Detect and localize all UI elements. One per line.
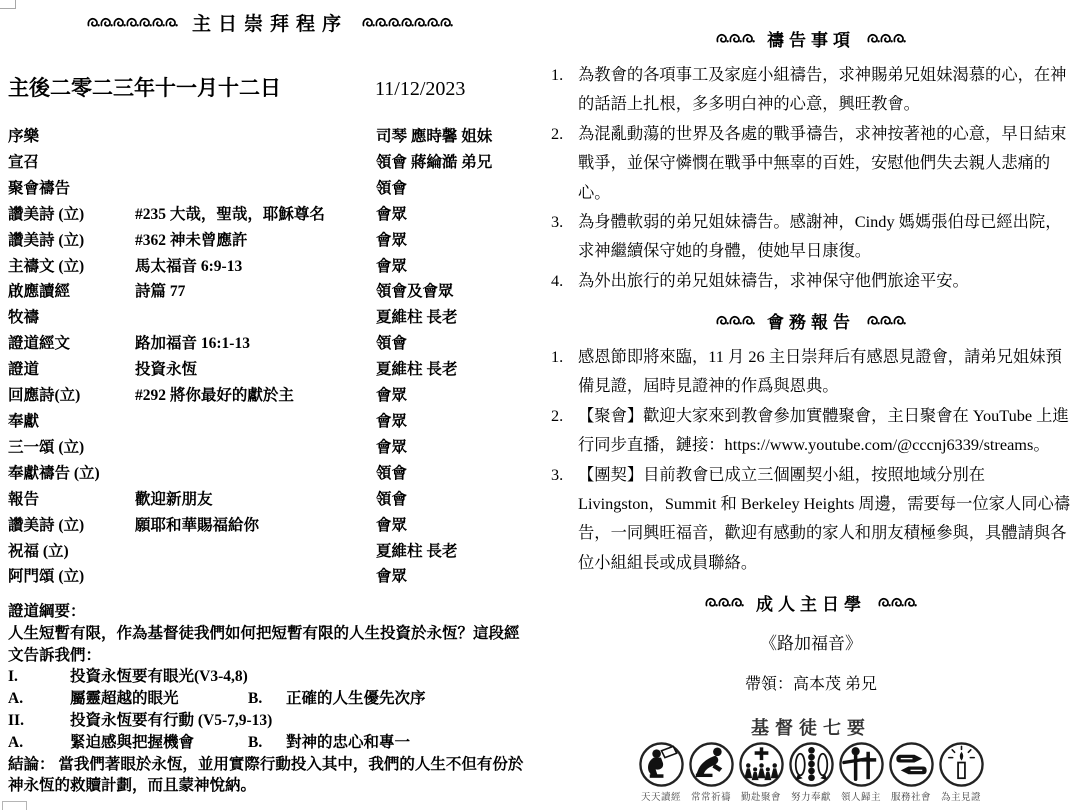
- sermon-outline: [8, 601, 524, 797]
- worship-order-page: [0, 0, 540, 810]
- order-row: [8, 357, 536, 383]
- announcements-list: [551, 342, 1075, 577]
- point-label: A.: [8, 690, 24, 708]
- order-detail: 詩篇 77: [135, 283, 186, 301]
- swirl-ornament-icon: [705, 596, 744, 609]
- logo-item: [838, 741, 885, 803]
- order-detail: 投資永恆: [135, 361, 198, 379]
- order-detail: [135, 409, 376, 435]
- order-who: 會眾: [376, 412, 408, 430]
- outline-point: [8, 666, 524, 688]
- loaves-and-fishes-icon: [788, 741, 835, 788]
- point-text: 投資永恆要有行動 (V5-7,9-13): [70, 711, 273, 729]
- item-number: 3.: [551, 212, 564, 232]
- logo-item: [888, 741, 935, 803]
- order-row: [8, 409, 536, 435]
- kneeling-prayer-icon: [688, 741, 735, 788]
- serving-hands-icon: [888, 741, 935, 788]
- item-text: 感恩節即將來臨，11 月 26 主日崇拜后有感恩見證會，請弟兄姐妹預備見證，屆時見證神的作爲與恩典。: [578, 347, 1062, 396]
- point-label: B.: [248, 733, 263, 751]
- order-item: 三一頌 (立): [8, 438, 85, 456]
- outline-heading: 證道綱要：: [8, 603, 86, 620]
- list-item: [551, 401, 1075, 460]
- order-item: 讚美詩 (立): [8, 231, 85, 249]
- list-item: [551, 266, 1075, 295]
- order-who: 領會: [376, 490, 408, 508]
- logo-label: 領人歸主: [840, 793, 881, 803]
- item-number: 2.: [551, 405, 564, 425]
- item-text: 為外出旅行的弟兄姐妹禱告，求神保守他們旅途平安。: [578, 270, 969, 290]
- prayer-heading-row: [541, 26, 1081, 51]
- order-who: 會眾: [376, 257, 408, 275]
- person-before-cross-icon: [838, 741, 885, 788]
- item-number: 4.: [551, 270, 564, 290]
- item-number: 2.: [551, 123, 564, 143]
- order-who: 夏維柱 長老: [376, 542, 458, 560]
- point-label: II.: [8, 711, 24, 729]
- order-detail: 歡迎新朋友: [135, 490, 213, 508]
- order-item: 讚美詩 (立): [8, 516, 85, 534]
- order-item: 祝福 (立): [8, 542, 69, 560]
- logo-item: [738, 741, 785, 803]
- order-item: 牧禱: [8, 309, 40, 327]
- list-item: [551, 460, 1075, 578]
- item-text-prefix: 【聚會】歡迎大家來到教會參加實體聚會，主日聚會在 YouTube 上進行同步直播，鏈接：: [578, 405, 1069, 455]
- swirl-ornament-icon: [878, 596, 917, 609]
- seven-essentials-logo: [541, 741, 1081, 803]
- list-item: [551, 60, 1075, 119]
- order-item: 回應詩(立): [8, 387, 81, 405]
- logo-label: 服務社會: [890, 793, 931, 803]
- order-row: [8, 461, 536, 487]
- list-item: [551, 119, 1075, 207]
- order-detail: 馬太福音 6:9-13: [135, 257, 243, 275]
- swirl-ornament-icon: [867, 314, 906, 327]
- point-text: 緊迫感與把握機會: [70, 733, 195, 751]
- order-row: [8, 435, 536, 461]
- order-who: 司琴 應時馨 姐妹: [376, 128, 493, 145]
- logo-label: 勤赴聚會: [740, 793, 781, 803]
- point-label: B.: [248, 690, 263, 708]
- order-item: 阿門頌 (立): [8, 568, 85, 586]
- announcements-page: [541, 0, 1081, 810]
- order-row: [8, 150, 536, 176]
- order-detail: [135, 539, 376, 565]
- outline-intro: 人生短暫有限，作為基督徒我們如何把短暫有限的人生投資於永恆？這段經文告訴我們：: [8, 624, 520, 664]
- order-item: 證道經文: [8, 335, 71, 353]
- order-row: [8, 305, 536, 331]
- order-who: 會眾: [376, 516, 408, 534]
- order-item: 宣召: [8, 153, 40, 171]
- date-numeric: 11/12/2023: [375, 78, 466, 100]
- page-title: 主日崇拜程序: [191, 14, 348, 35]
- sunday-school-leader: 帶領：高本茂 弟兄: [744, 676, 877, 693]
- announcements-heading-row: [541, 308, 1081, 333]
- item-text: 【團契】目前教會已成立三個團契小組，按照地域分別在 Livingston，Summit 和 Berkeley Heights 周邊，需要每一位家人同心禱告，一同興旺福音，歡迎有感動的家人和朋友積極參與，具體請與各位小組組長或成員聯絡。: [578, 464, 1071, 572]
- sunday-school-heading: 成人主日學: [756, 595, 866, 614]
- candle-witness-icon: [938, 741, 985, 788]
- item-text: 為混亂動蕩的世界及各處的戰爭禱告，求神按著祂的心意，早日結束戰爭，並保守憐憫在戰爭中無辜的百姓，安慰他們失去親人悲痛的心。: [578, 123, 1067, 202]
- order-detail: [135, 461, 376, 487]
- point-label: A.: [8, 733, 24, 751]
- point-label: I.: [8, 668, 18, 686]
- order-who: 領會: [376, 335, 408, 353]
- church-gathering-icon: [738, 741, 785, 788]
- prayer-list: [551, 60, 1075, 295]
- order-detail: #362 神未曾應許: [135, 231, 248, 249]
- logo-title: 基督徒七要: [751, 718, 871, 738]
- logo-item: [938, 741, 985, 803]
- youtube-link[interactable]: https://www.youtube.com/@cccnj6339/streams: [724, 435, 1034, 455]
- order-item: 報告: [8, 490, 40, 508]
- order-detail: #292 將你最好的獻於主: [135, 387, 294, 405]
- order-item: 證道: [8, 361, 40, 379]
- prayer-heading: 禱告事項: [767, 31, 855, 50]
- order-row: [8, 279, 536, 305]
- outline-conclusion: 結論： 當我們著眼於永恆，並用實際行動投入其中，我們的人生不但有份於神永恆的救贖計劃，而且蒙神悅納。: [8, 755, 524, 795]
- swirl-ornament-icon: [867, 32, 906, 45]
- order-who: 夏維柱 長老: [376, 309, 458, 327]
- order-row: [8, 331, 536, 357]
- swirl-ornament-icon: [716, 314, 755, 327]
- item-number: 1.: [551, 65, 564, 84]
- order-item: 序樂: [8, 128, 40, 145]
- order-who: 會眾: [376, 387, 408, 405]
- logo-item: [638, 741, 685, 803]
- logo-label: 天天讀經: [640, 793, 681, 803]
- announcements-heading: 會務報告: [767, 313, 855, 332]
- order-row: [8, 202, 536, 228]
- item-text: [578, 401, 1075, 460]
- order-who: 會眾: [376, 231, 408, 249]
- order-item: 主禱文 (立): [8, 257, 85, 275]
- order-row: [8, 124, 536, 150]
- date-row: [8, 72, 536, 102]
- order-item: 讚美詩 (立): [8, 205, 85, 223]
- outline-point: [8, 688, 524, 710]
- logo-label: 常常祈禱: [690, 793, 731, 803]
- outline-point: [8, 710, 524, 732]
- order-row: [8, 228, 536, 254]
- point-text: 正確的人生優先次序: [286, 690, 426, 708]
- order-row: [8, 539, 536, 565]
- worship-order-table: [8, 124, 536, 590]
- order-detail: [135, 435, 376, 461]
- list-item: [551, 342, 1075, 401]
- order-row: [8, 513, 536, 539]
- order-who: 領會: [376, 464, 408, 482]
- main-title-row: [0, 9, 540, 36]
- item-number: 1.: [551, 347, 564, 366]
- order-who: 領會及會眾: [376, 283, 454, 301]
- order-item: 聚會禱告: [8, 179, 71, 197]
- order-item: 啟應讀經: [8, 283, 71, 301]
- order-row: [8, 564, 536, 590]
- order-who: 領會: [376, 179, 408, 197]
- logo-label: 努力奉獻: [790, 793, 831, 803]
- order-row: [8, 383, 536, 409]
- order-detail: [135, 124, 376, 150]
- order-who: 夏維柱 長老: [376, 361, 458, 379]
- logo-label: 為主見證: [940, 793, 981, 803]
- order-who: 會眾: [376, 438, 408, 456]
- order-detail: [135, 305, 376, 331]
- swirl-ornament-icon: [87, 16, 178, 29]
- order-detail: [135, 564, 376, 590]
- order-detail: 路加福音 16:1-13: [135, 335, 250, 353]
- logo-item: [788, 741, 835, 803]
- order-detail: [135, 176, 376, 202]
- sunday-school-heading-row: [541, 590, 1081, 615]
- item-text: 為身體軟弱的弟兄姐妹禱告。感謝神，Cindy 媽媽張伯母已經出院，求神繼續保守她的身體，使她早日康復。: [578, 212, 1062, 261]
- order-who: 會眾: [376, 568, 408, 586]
- order-item: 奉獻: [8, 412, 40, 430]
- point-text: 投資永恆要有眼光(V3-4,8): [70, 668, 248, 686]
- item-text-suffix: 。: [1033, 435, 1050, 455]
- item-text: 為教會的各項事工及家庭小組禱告，求神賜弟兄姐妹渴慕的心，在神的話語上扎根，多多明白神的心意，興旺教會。: [578, 65, 1067, 114]
- swirl-ornament-icon: [716, 32, 755, 45]
- item-number: 3.: [551, 464, 564, 484]
- point-text: 對神的忠心和專一: [286, 733, 411, 751]
- order-detail: #235 大哉，聖哉，耶穌尊名: [135, 205, 325, 223]
- order-who: 領會 蔣綸澔 弟兄: [376, 153, 493, 171]
- swirl-ornament-icon: [362, 16, 453, 29]
- sunday-school-book: 《路加福音》: [760, 634, 862, 653]
- order-row: [8, 487, 536, 513]
- point-text: 屬靈超越的眼光: [70, 690, 179, 708]
- order-item: 奉獻禱告 (立): [8, 464, 100, 482]
- order-detail: 願耶和華賜福給你: [135, 516, 260, 534]
- logo-item: [688, 741, 735, 803]
- reading-bible-icon: [638, 741, 685, 788]
- order-row: [8, 176, 536, 202]
- list-item: [551, 207, 1075, 266]
- date-chinese: 主後二零二三年十一月十二日: [8, 76, 281, 100]
- order-row: [8, 254, 536, 280]
- order-who: 會眾: [376, 205, 408, 223]
- outline-point: [8, 732, 524, 754]
- order-detail: [135, 150, 376, 176]
